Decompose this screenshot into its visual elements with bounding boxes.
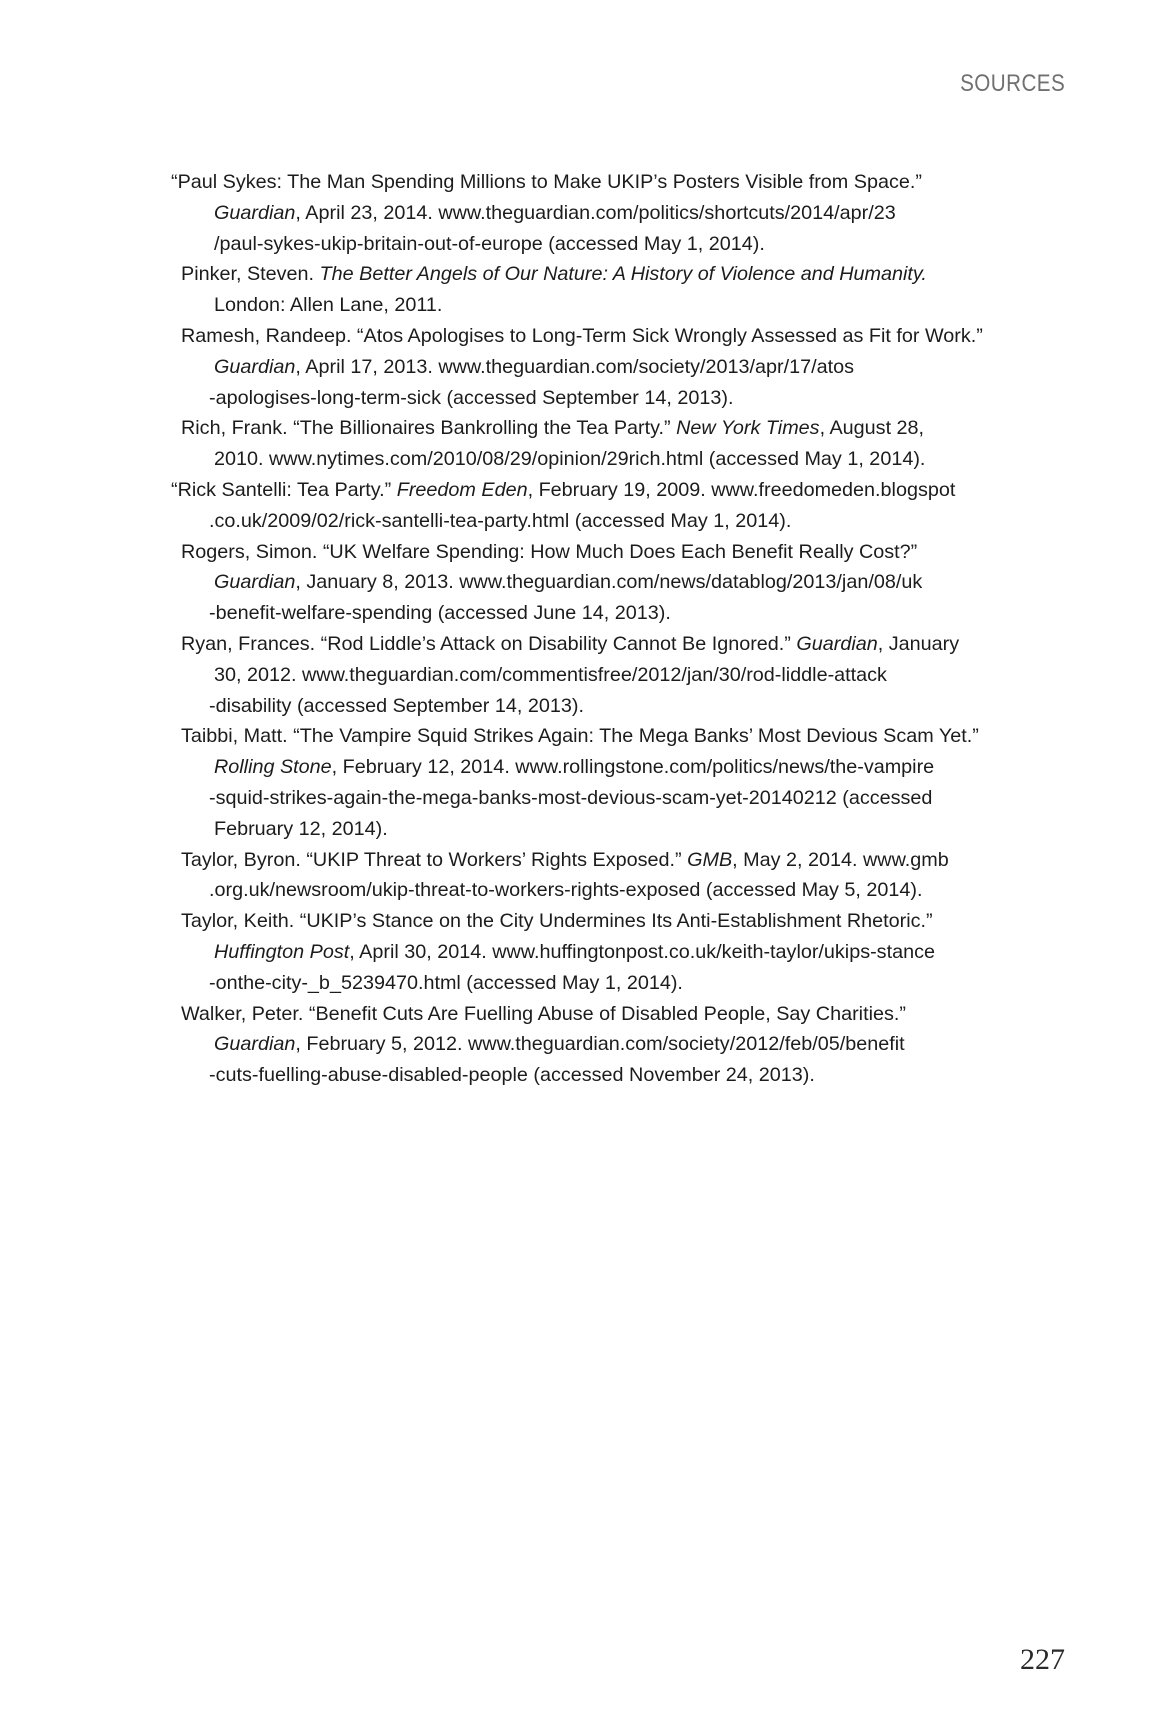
entry-text: London: Allen Lane, 2011. — [214, 294, 443, 317]
entry-text: , February 19, 2009. www.freedomeden.blogspot — [527, 478, 956, 501]
page-number: 227 — [1020, 1643, 1065, 1676]
publication-title: Guardian — [214, 355, 296, 378]
entry-text: February 12, 2014). — [214, 817, 388, 840]
bibliography-entry — [171, 537, 1066, 629]
entry-text: .co.uk/2009/02/rick-santelli-tea-party.html (accessed May 1, 2014). — [209, 509, 792, 532]
entry-line — [171, 229, 1066, 260]
entry-text: Ryan, Frances. “Rod Liddle’s Attack on Disability Cannot Be Ignored.” — [181, 632, 797, 655]
publication-title: Freedom Eden — [396, 478, 528, 501]
entry-line — [171, 937, 1066, 968]
running-head: SOURCES — [959, 70, 1065, 97]
bibliography-entry — [171, 167, 1066, 259]
bibliography-entry — [171, 321, 1066, 413]
bibliography-entry — [171, 845, 1066, 907]
entry-text: Rogers, Simon. “UK Welfare Spending: How Much Does Each Benefit Really Cost?” — [181, 540, 918, 563]
entry-text: Taylor, Keith. “UKIP’s Stance on the City Undermines Its Anti-Establishment Rhetoric.” — [181, 910, 933, 933]
entry-text: , February 5, 2012. www.theguardian.com/society/2012/feb/05/benefit — [295, 1033, 905, 1056]
entry-line — [171, 444, 1066, 475]
publication-title: Guardian — [796, 632, 878, 655]
entry-line — [171, 968, 1066, 999]
entry-text: , January 8, 2013. www.theguardian.com/news/datablog/2013/jan/08/uk — [295, 571, 923, 594]
entry-line — [171, 1060, 1066, 1091]
entry-text: Ramesh, Randeep. “Atos Apologises to Long-Term Sick Wrongly Assessed as Fit for Work.” — [181, 324, 983, 347]
bibliography-list — [171, 167, 1066, 1091]
publication-title: GMB — [687, 848, 733, 871]
entry-text: , April 30, 2014. www.huffingtonpost.co.uk/keith-taylor/ukips-stance — [349, 940, 935, 963]
entry-line — [171, 783, 1066, 814]
entry-line — [171, 198, 1066, 229]
entry-text: Walker, Peter. “Benefit Cuts Are Fuelling Abuse of Disabled People, Say Charities.” — [181, 1002, 906, 1025]
publication-title: Guardian — [214, 1033, 296, 1056]
entry-text: -cuts-fuelling-abuse-disabled-people (accessed November 24, 2013). — [209, 1064, 815, 1087]
bibliography-entry — [171, 629, 1066, 721]
entry-text: /paul-sykes-ukip-britain-out-of-europe (accessed May 1, 2014). — [214, 232, 765, 255]
entry-line — [171, 845, 1066, 876]
bibliography-entry — [171, 475, 1066, 537]
publication-title: Huffington Post — [214, 940, 350, 963]
entry-line — [171, 721, 1066, 752]
entry-text: 30, 2012. www.theguardian.com/commentisfree/2012/jan/30/rod-liddle-attack — [214, 663, 887, 686]
entry-text: “Rick Santelli: Tea Party.” — [171, 478, 397, 501]
entry-text: -benefit-welfare-spending (accessed June 14, 2013). — [209, 602, 671, 625]
entry-text: , August 28, — [819, 417, 925, 440]
entry-line — [171, 906, 1066, 937]
entry-line — [171, 629, 1066, 660]
entry-text: , April 17, 2013. www.theguardian.com/society/2013/apr/17/atos — [295, 355, 854, 378]
entry-text: Taibbi, Matt. “The Vampire Squid Strikes Again: The Mega Banks’ Most Devious Scam Yet.” — [181, 725, 979, 748]
entry-line — [171, 567, 1066, 598]
entry-line — [171, 999, 1066, 1030]
entry-line — [171, 875, 1066, 906]
publication-title: Guardian — [214, 571, 296, 594]
entry-line — [171, 383, 1066, 414]
entry-text: , February 12, 2014. www.rollingstone.com/politics/news/the-vampire — [331, 756, 935, 779]
entry-line — [171, 691, 1066, 722]
publication-title: New York Times — [676, 417, 820, 440]
entry-line — [171, 290, 1066, 321]
publication-title: Rolling Stone — [214, 756, 332, 779]
entry-text: Rich, Frank. “The Billionaires Bankrolling the Tea Party.” — [181, 417, 677, 440]
entry-line — [171, 598, 1066, 629]
publication-title: The Better Angels of Our Nature: A History of Violence and Humanity. — [319, 263, 927, 286]
entry-text: , January — [877, 632, 960, 655]
entry-line — [171, 752, 1066, 783]
entry-line — [171, 506, 1066, 537]
bibliography-entry — [171, 999, 1066, 1091]
entry-text: , May 2, 2014. www.gmb — [732, 848, 949, 871]
bibliography-entry — [171, 413, 1066, 475]
entry-line — [171, 814, 1066, 845]
entry-text: -apologises-long-term-sick (accessed September 14, 2013). — [209, 386, 734, 409]
entry-text: -squid-strikes-again-the-mega-banks-most-devious-scam-yet-20140212 (accessed — [209, 786, 933, 809]
bibliography-entry — [171, 721, 1066, 844]
bibliography-entry — [171, 259, 1066, 321]
entry-text: “Paul Sykes: The Man Spending Millions to Make UKIP’s Posters Visible from Space.” — [171, 171, 922, 193]
entry-text: -disability (accessed September 14, 2013). — [209, 694, 584, 717]
entry-line — [171, 167, 1066, 198]
publication-title: Guardian — [214, 201, 296, 224]
bibliography-entry — [171, 906, 1066, 998]
entry-line — [171, 1029, 1066, 1060]
entry-text: 2010. www.nytimes.com/2010/08/29/opinion/29rich.html (accessed May 1, 2014). — [214, 448, 926, 471]
entry-line — [171, 352, 1066, 383]
entry-text: .org.uk/newsroom/ukip-threat-to-workers-rights-exposed (accessed May 5, 2014). — [209, 879, 923, 902]
entry-text: -onthe-city-_b_5239470.html (accessed May 1, 2014). — [209, 971, 683, 994]
entry-text: , April 23, 2014. www.theguardian.com/politics/shortcuts/2014/apr/23 — [295, 201, 896, 224]
entry-line — [171, 259, 1066, 290]
entry-line — [171, 321, 1066, 352]
entry-line — [171, 537, 1066, 568]
entry-line — [171, 475, 1066, 506]
entry-line — [171, 413, 1066, 444]
entry-line — [171, 660, 1066, 691]
entry-text: Taylor, Byron. “UKIP Threat to Workers’ Rights Exposed.” — [181, 848, 688, 871]
entry-text: Pinker, Steven. — [181, 263, 320, 286]
